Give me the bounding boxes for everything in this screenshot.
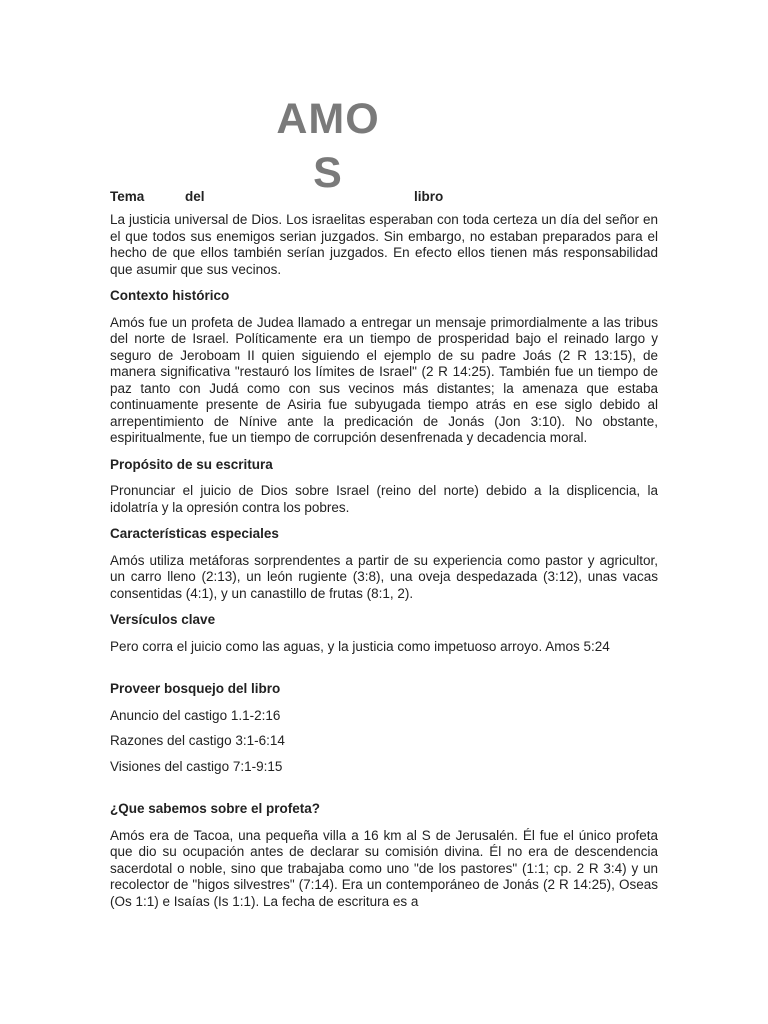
proposito-paragraph: Pronunciar el juicio de Dios sobre Israel (reino del norte) debido a la displicencia, la idolatría y la opresión contra los pobres. [110, 483, 658, 515]
document-body [110, 212, 658, 920]
tema-word-3: libro [414, 189, 444, 204]
versiculos-heading: Versículos clave [110, 612, 216, 627]
versiculos-paragraph: Pero corra el juicio como las aguas, y la justicia como impetuoso arroyo. Amos 5:24 [110, 638, 610, 654]
contexto-heading: Contexto histórico [110, 288, 230, 303]
bosquejo-item: Visiones del castigo 7:1-9:15 [110, 758, 283, 774]
tema-word-2: del [185, 189, 205, 204]
proposito-heading: Propósito de su escritura [110, 456, 273, 472]
bosquejo-heading: Proveer bosquejo del libro [110, 681, 281, 696]
tema-heading [110, 188, 658, 205]
profeta-paragraph: Amós era de Tacoa, una pequeña villa a 16 km al S de Jerusalén. Él fue el único profeta que dio su ocupación antes de declarar su comisión divina. Él no era de descendencia sacerdotal o noble, sino que trabajaba como uno "de los pastores" (1:1; cp. 2 R 3:4) y un recolector de "higos silvestres" (7:14). Era un contemporáneo de Jonás (2 R 14:25), Oseas (Os 1:1) e Isaías (Is 1:1). La fecha de escritura es a [110, 827, 658, 909]
caracteristicas-heading: Características especiales [110, 526, 279, 541]
profeta-heading: ¿Que sabemos sobre el profeta? [110, 801, 321, 816]
tema-paragraph: La justicia universal de Dios. Los israelitas esperaban con toda certeza un día del señor en el que todos sus enemigos serian juzgados. Sin embargo, no estaban preparados para el hecho de que ellos también serían juzgados. En efecto ellos tienen más responsabilidad que asumir que sus vecinos. [110, 212, 658, 277]
book-title-line-2: S [313, 149, 343, 197]
book-title-line-1: AMO [276, 95, 380, 143]
tema-word-1: Tema [110, 189, 145, 204]
caracteristicas-paragraph: Amós utiliza metáforas sorprendentes a partir de su experiencia como pastor y agricultor, un carro lleno (2:13), un león rugiente (3:8), una oveja despedazada (3:12), unas vacas consentidas (4:1), y un canastillo de frutas (8:1, 2). [110, 552, 658, 601]
contexto-paragraph: Amós fue un profeta de Judea llamado a entregar un mensaje primordialmente a las tribus del norte de Israel. Políticamente era un tiempo de prosperidad bajo el reinado largo y seguro de Jeroboam II quien siguiendo el ejemplo de su padre Joás (2 R 13:15), de manera significativa "restauró los límites de Israel" (2 R 14:25). También fue un tiempo de paz tanto con Judá como con sus vecinos más distantes; la amenaza que estaba continuamente presente de Asiria fue subyugada tiempo atrás en ese siglo debido al arrepentimiento de Nínive ante la predicación de Jonás (Jon 3:10). No obstante, espiritualmente, fue un tiempo de corrupción desenfrenada y decadencia moral. [110, 314, 658, 445]
bosquejo-item: Anuncio del castigo 1.1-2:16 [110, 707, 281, 723]
bosquejo-item: Razones del castigo 3:1-6:14 [110, 733, 285, 748]
book-title [256, 92, 400, 200]
